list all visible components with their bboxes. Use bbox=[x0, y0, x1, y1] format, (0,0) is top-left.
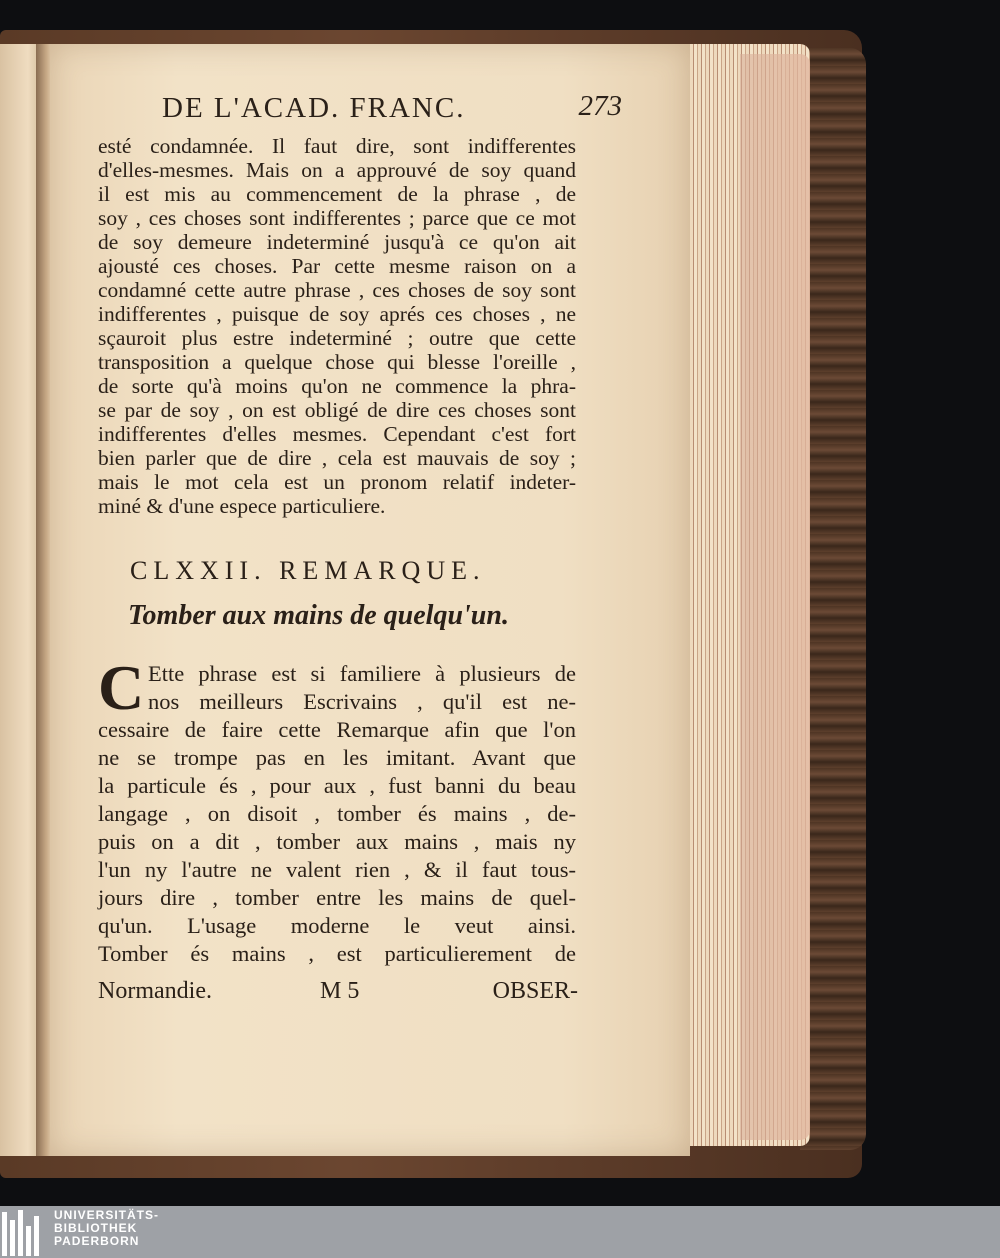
text-line: se par de soy , on est obligé de dire ces choses sont bbox=[98, 398, 576, 422]
text-line: sçauroit plus estre indeterminé ; outre que cette bbox=[98, 326, 576, 350]
signature-mark: M 5 bbox=[320, 978, 360, 1004]
logo-line-3: PADERBORN bbox=[54, 1234, 140, 1248]
text-line: nos meilleurs Escrivains , qu'il est ne- bbox=[148, 689, 576, 714]
page-block-tint bbox=[740, 54, 810, 1140]
text-line: Ette phrase est si familiere à plusieurs de bbox=[148, 661, 576, 686]
text-line: d'elles-mesmes. Mais on a approuvé de soy quand bbox=[98, 158, 576, 182]
drop-capital: C bbox=[98, 652, 145, 723]
previous-page-edge bbox=[0, 44, 40, 1156]
text-line: condamné cette autre phrase , ces choses de soy sont bbox=[98, 278, 576, 302]
running-header bbox=[162, 92, 622, 128]
text-line: transposition a quelque chose qui blesse l'oreille , bbox=[98, 350, 576, 374]
text-line: esté condamnée. Il faut dire, sont indifferentes bbox=[98, 134, 576, 158]
text-line: soy , ces choses sont indifferentes ; parce que ce mot bbox=[98, 206, 576, 230]
text-line: la particule és , pour aux , fust banni du beau bbox=[98, 773, 576, 798]
text-line: miné & d'une espece particuliere. bbox=[98, 494, 386, 518]
text-line: langage , on disoit , tomber és mains , de- bbox=[98, 801, 576, 826]
text-line: qu'un. L'usage moderne le veut ainsi. bbox=[98, 913, 576, 938]
header-title: DE L'ACAD. FRANC. bbox=[162, 92, 466, 124]
text-line: puis on a dit , tomber aux mains , mais ny bbox=[98, 829, 576, 854]
text-line: cessaire de faire cette Remarque afin que l'on bbox=[98, 717, 576, 742]
text-line: mais le mot cela est un pronom relatif indeter- bbox=[98, 470, 576, 494]
book-page bbox=[50, 44, 690, 1156]
text-line: indifferentes , puisque de soy aprés ces choses , ne bbox=[98, 302, 576, 326]
logo-line-2: BIBLIOTHEK bbox=[54, 1221, 138, 1235]
text-line: jours dire , tomber entre les mains de quel- bbox=[98, 885, 576, 910]
page-number: 273 bbox=[578, 90, 622, 122]
text-line: de soy demeure indeterminé jusqu'à ce qu'on ait bbox=[98, 230, 576, 254]
text-line: indifferentes d'elles mesmes. Cependant c'est fort bbox=[98, 422, 576, 446]
text-line: ne se trompe pas en les imitant. Avant que bbox=[98, 745, 576, 770]
text-line: l'un ny l'autre ne valent rien , & il faut tous- bbox=[98, 857, 576, 882]
library-logo-icon bbox=[2, 1210, 46, 1256]
text-line: de sorte qu'à moins qu'on ne commence la phra- bbox=[98, 374, 576, 398]
logo-line-1: UNIVERSITÄTS- bbox=[54, 1208, 160, 1222]
text-line: ajousté ces choses. Par cette mesme raison on a bbox=[98, 254, 576, 278]
signature-line bbox=[98, 978, 578, 1006]
library-logo-text bbox=[54, 1209, 159, 1248]
text-line: Tomber és mains , est particulierement de bbox=[98, 941, 576, 966]
remarque-subtitle: Tomber aux mains de quelqu'un. bbox=[128, 600, 509, 631]
last-line-word: Normandie. bbox=[98, 978, 212, 1004]
remarque-heading: CLXXII. REMARQUE. bbox=[130, 556, 486, 585]
text-line: il est mis au commencement de la phrase , de bbox=[98, 182, 576, 206]
library-footer bbox=[0, 1206, 1000, 1258]
catchword: OBSER- bbox=[492, 978, 578, 1004]
text-line: bien parler que de dire , cela est mauvais de soy ; bbox=[98, 446, 576, 470]
